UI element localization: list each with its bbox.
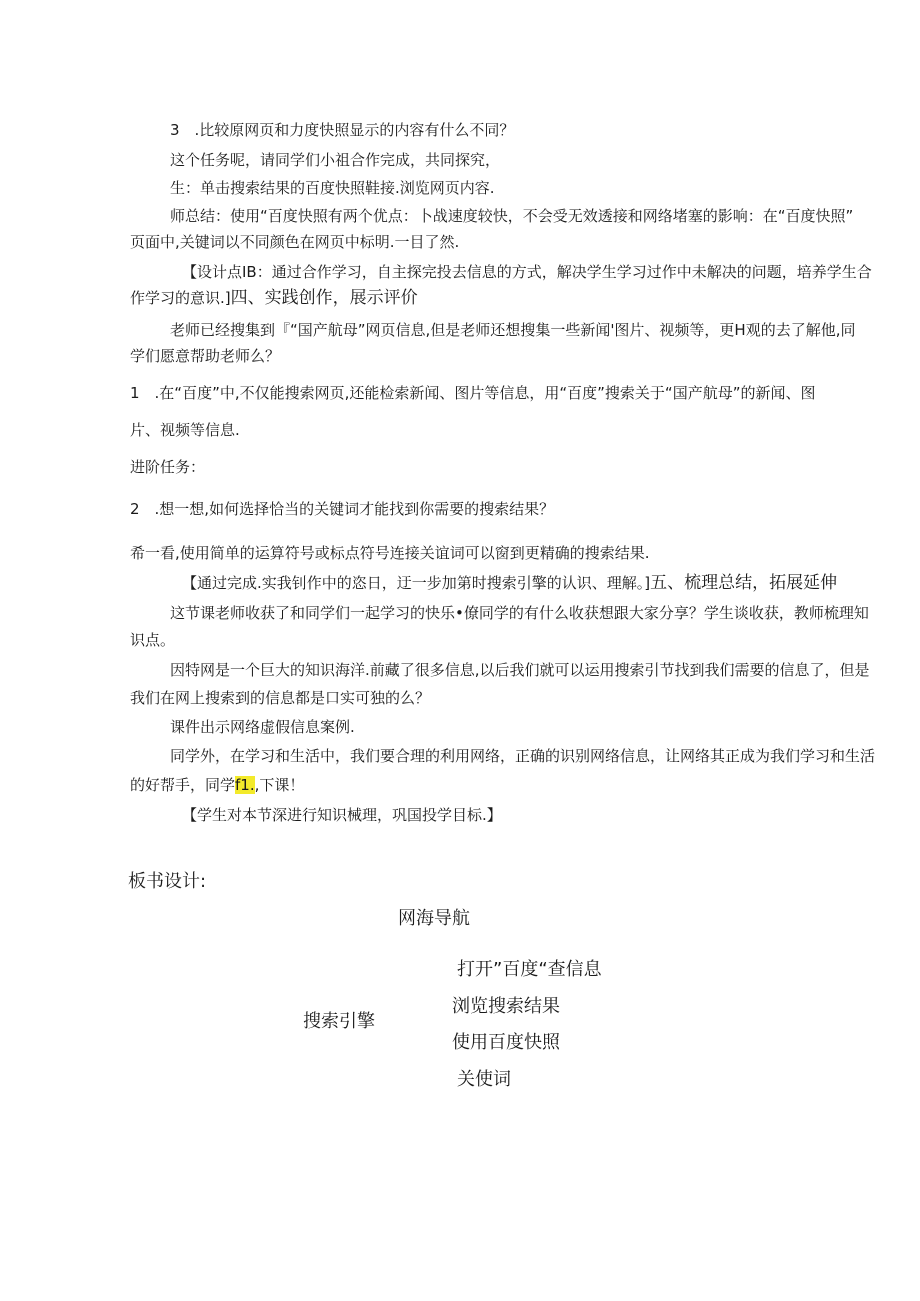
- paragraph-student: 生：单击搜索结果的百度快照鞋接.浏览网页内容.: [170, 179, 495, 197]
- paragraph-teacher-request-cont: 学们愿意帮助老师么？: [130, 347, 281, 365]
- paragraph-step2: 2 .想一想,如何选择恰当的关键词才能找到你需要的搜索结果？: [130, 500, 555, 518]
- closing-text: 的好帮手，同学: [130, 776, 236, 794]
- paragraph-harvest-cont: 识点。: [130, 631, 176, 649]
- board-title: 网海导航: [398, 908, 470, 929]
- paragraph-operators: 希一看,使用简单的运算符号或标点符号连接关谊词可以窗到更精确的搜索结果.: [130, 544, 650, 562]
- paragraph-advanced-task: 进阶任务：: [130, 458, 206, 476]
- board-item: 浏览搜索结果: [452, 996, 560, 1017]
- paragraph-teacher-request: 老师已经搜集到『“国产航母”网页信息,但是老师还想搜集一些新闻'图片、视频等，更H观的去了解他,同: [170, 321, 856, 339]
- paragraph-review-note: 【学生对本节深进行知识械理，巩国投学目标.】: [182, 806, 502, 824]
- practice-note-text: 【通过完成.实我钊作中的恣日，迂一步加第时搜索引擎的认识、理解。]: [182, 574, 651, 592]
- paragraph-fake-info: 课件出示网络虚假信息案例.: [170, 718, 355, 736]
- board-item: 使用百度快照: [452, 1032, 560, 1053]
- paragraph-design-note-cont: [130, 288, 418, 308]
- highlighted-text: f1.: [235, 776, 255, 794]
- paragraph-closing: 同学外，在学习和生活中，我们要合理的利用网络，正确的识别网络信息，让网络其正成为我们学习和生活: [170, 747, 876, 765]
- paragraph-step1: 1 .在“百度”中,不仅能搜索网页,还能检索新闻、图片等信息，用“百度”搜索关于“国产航母”的新闻、图: [130, 384, 816, 402]
- paragraph-practice-note: [182, 573, 837, 593]
- section-heading-4: 四、实践创作，展示评价: [230, 288, 418, 308]
- closing-end: ,下课！: [254, 776, 305, 794]
- board-heading: 板书设计:: [128, 871, 207, 892]
- paragraph-closing-cont: [130, 775, 304, 795]
- board-center-term: 搜索引擎: [303, 1011, 375, 1032]
- section-heading-5: 五、梳理总结，拓展延伸: [650, 573, 838, 593]
- paragraph-harvest: 这节课老师收获了和同学们一起学习的快乐•僚同学的有什么收获想跟大家分享？学生谈收获，教师梳理知: [170, 604, 869, 622]
- paragraph-internet-cont: 我们在网上搜索到的信息都是口实可独的么？: [130, 689, 431, 707]
- paragraph-design-note: 【设计点IB：通过合作学习，自主探完投去信息的方式，解决学生学习过作中未解决的问题，培养学生合: [182, 263, 872, 281]
- board-item: 关使词: [457, 1069, 511, 1090]
- design-note-tail: 作学习的意识.]: [130, 289, 231, 307]
- paragraph-teacher-summary: 师总结：使用“百度快照有两个优点：卜战速度较快，不会受无效透接和网络堵塞的影响：在“百度快照”: [170, 207, 854, 225]
- paragraph-step1-cont: 片、视频等信息.: [130, 421, 240, 439]
- board-item: 打开”百度“查信息: [457, 959, 602, 980]
- paragraph-group-task: 这个任务呢，请同学们小祖合作完成，共同探究，: [170, 151, 501, 169]
- paragraph-internet: 因特网是一个巨大的知识海洋.前藏了很多信息,以后我们就可以运用搜索引节找到我们需要的信息了，但是: [170, 661, 870, 679]
- paragraph-step3: 3 .比较原网页和力度快照显示的内容有什么不同？: [170, 121, 515, 139]
- paragraph-teacher-summary-cont: 页面中,关键词以不同颜色在网页中标明.一目了然.: [130, 233, 460, 251]
